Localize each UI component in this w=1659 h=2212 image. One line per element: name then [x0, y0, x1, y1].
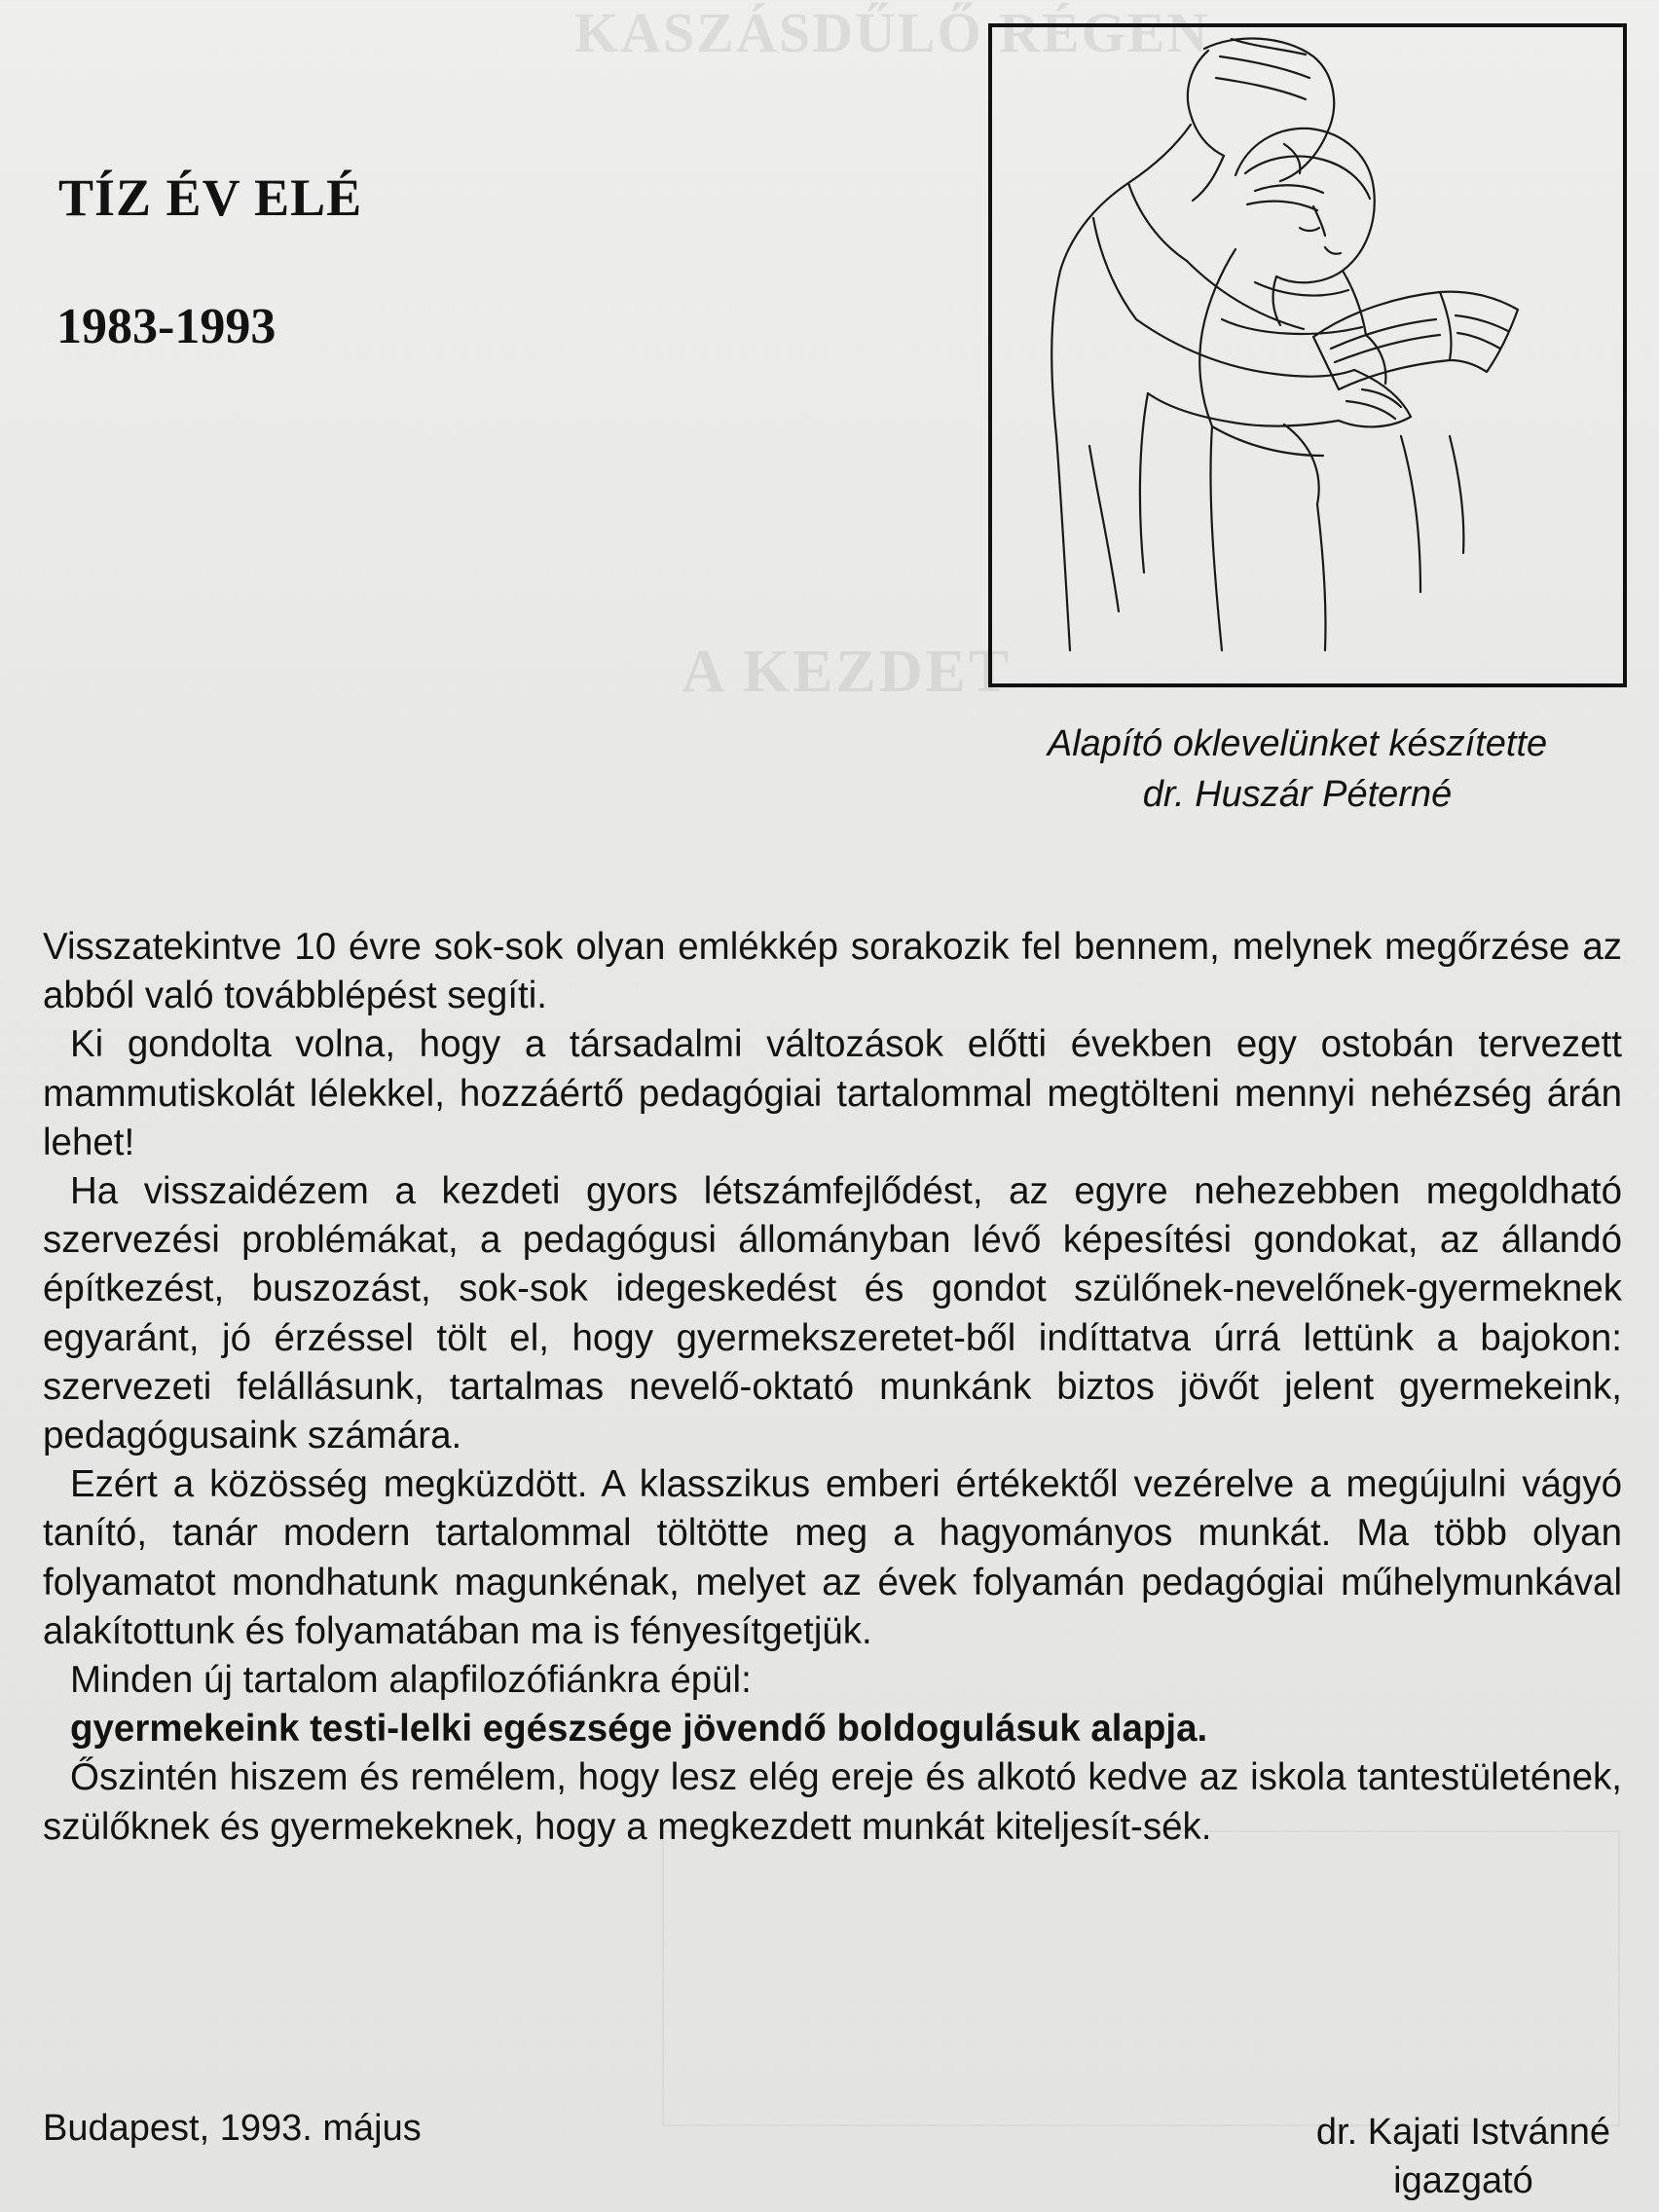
signer-name: dr. Kajati Istvánné	[1315, 2112, 1610, 2153]
motto-paragraph: gyermekeink testi-lelki egészsége jövendő boldogulásuk alapja.	[70, 1708, 1208, 1751]
illustration-caption	[935, 719, 1659, 820]
paragraph: Ha visszaidézem a kezdeti gyors létszámfejlődést, az egyre nehezebben megoldható szervezési problémákat, a pedagógusi állományban lévő képesítési gondokat, az állandó építkezést, buszozást, sok-sok idegeskedést és gondot szülőnek-nevelőnek-gyermeknek egyaránt, jó érzéssel tölt el, hogy gyermekszeretet-ből indíttatva úrrá lettünk a bajokon: szervezeti felállásunk, tartalmas nevelő-oktató munkánk biztos jövőt jelent gyermekeink, pedagógusaink számára.	[43, 1170, 1622, 1457]
page-title: TÍZ ÉV ELÉ	[58, 168, 363, 227]
signature-block	[1316, 2108, 1610, 2205]
signer-title: igazgató	[1393, 2160, 1533, 2201]
body-text	[43, 923, 1622, 1852]
show-through-frame	[662, 1830, 1620, 2126]
place-and-date: Budapest, 1993. május	[43, 2108, 422, 2149]
year-range: 1983-1993	[56, 299, 276, 354]
caption-line: Alapító oklevelünket készítette	[1047, 723, 1548, 764]
paragraph: Ki gondolta volna, hogy a társadalmi változások előtti években egy ostobán tervezett mammutiskolát lélekkel, hozzáértő pedagógiai tartalommal megtölteni mennyi nehézség árán lehet!	[43, 1023, 1622, 1163]
paragraph: Ezért a közösség megküzdött. A klasszikus emberi értékektől vezérelve a megújulni vágyó tanító, tanár modern tartalommal töltötte meg a hagyományos munkát. Ma több olyan folyamatot mondhatunk magunkénak, melyet az évek folyamán pedagógiai műhelymunkával alakítottunk és folyamatában ma is fényesítgetjük.	[43, 1463, 1622, 1652]
caption-line: dr. Huszár Péterné	[1142, 774, 1453, 815]
paragraph: Minden új tartalom alapfilozófiánkra épül:	[70, 1659, 752, 1702]
mother-and-child-reading-icon	[992, 27, 1623, 683]
paragraph: Őszintén hiszem és remélem, hogy lesz elég ereje és alkotó kedve az iskola tantestületének, szülőknek és gyermekeknek, hogy a megkezdett munkát kiteljesít-sék.	[43, 1756, 1622, 1848]
show-through-text: A KEZDET	[682, 639, 1013, 705]
show-through-text: KASZÁSDŰLŐ RÉGEN	[574, 1, 1210, 64]
illustration-frame	[988, 23, 1627, 687]
paragraph: Visszatekintve 10 évre sok-sok olyan emlékkép sorakozik fel bennem, melynek megőrzése az abból való továbblépést segíti.	[43, 926, 1622, 1017]
